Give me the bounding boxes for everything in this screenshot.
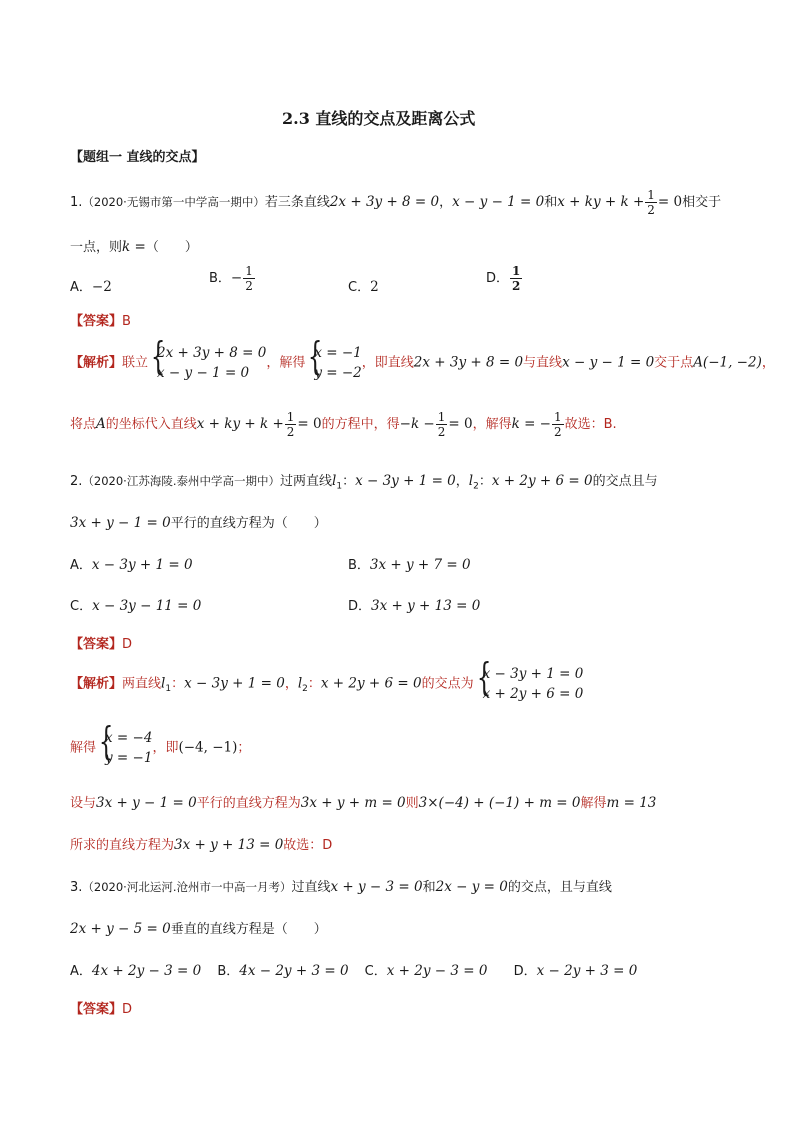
q3-option-c[interactable] <box>365 964 488 979</box>
q2-system-2: { x = −4 y = −1 <box>98 719 153 766</box>
sol-text: 交于点 <box>654 355 694 371</box>
q2-option-b[interactable] <box>348 554 471 573</box>
option-label: D． <box>486 271 510 286</box>
q3-source: （2020·河北运河.沧州市一中高一月考） <box>82 880 292 894</box>
q1-comma: ， <box>439 195 453 210</box>
option-value: x + 2y − 3 = 0 <box>386 963 488 979</box>
sol-frac <box>285 410 297 439</box>
q1-system-1: { 2x + 3y + 8 = 0 x − y − 1 = 0 <box>150 334 267 381</box>
q2-number: 2. <box>70 474 83 489</box>
line-sub: 2 <box>473 481 479 492</box>
frac-den: 2 <box>554 425 562 439</box>
sol-text: ， <box>761 355 775 371</box>
q1-and: 和 <box>544 195 558 210</box>
answer-tag: 【答案】 <box>70 1002 123 1017</box>
comma: ， <box>284 676 298 692</box>
sol-var: A <box>96 416 106 432</box>
q3-stem <box>70 876 612 895</box>
option-num: 1 <box>512 264 521 278</box>
option-value: −2 <box>91 279 112 295</box>
option-frac <box>510 264 522 293</box>
option-label: A． <box>70 964 92 979</box>
page-title: 2.3 直线的交点及距离公式 <box>282 109 476 128</box>
system-row: x = −1 <box>314 345 362 361</box>
option-num: 1 <box>245 264 253 278</box>
q2-answer <box>70 633 132 652</box>
frac-num: 1 <box>554 410 562 424</box>
analysis-tag: 【解析】 <box>70 676 123 692</box>
option-value: 3x + y + 13 = 0 <box>371 598 481 614</box>
q1-source: （2020·无锡市第一中学高一期中） <box>82 195 265 209</box>
q3-stem-line2 <box>70 918 327 937</box>
line-l2: l <box>297 675 303 692</box>
q1-k-eq: k = <box>122 239 146 255</box>
q1-line2-text: 一点，则 <box>70 240 123 255</box>
answer-tag: 【答案】 <box>70 314 123 329</box>
sol-text: 两直线 <box>122 676 162 692</box>
sol-eq: k = − <box>511 416 551 432</box>
q3-eq2: 2x − y = 0 <box>435 879 508 895</box>
q2-analysis-line4 <box>70 834 332 853</box>
sol-text: 的坐标代入直线 <box>105 417 197 432</box>
option-label: B． <box>348 558 370 573</box>
option-label: A． <box>70 280 92 295</box>
q1-option-b[interactable] <box>209 264 256 293</box>
q1-stem-line2 <box>70 236 198 255</box>
sol-text: ，即直线 <box>361 355 414 371</box>
frac-num: 1 <box>437 410 446 424</box>
q1-stem <box>70 188 721 217</box>
q3-and: 和 <box>422 880 436 895</box>
line-sub: 1 <box>336 481 343 492</box>
q1-analysis-line1 <box>70 334 775 383</box>
sol-eq: x + ky + k + <box>196 416 284 432</box>
option-value: 3x + y + 7 = 0 <box>369 557 471 573</box>
sol-text: 联立 <box>122 355 149 371</box>
q2-stem-line2 <box>70 512 327 531</box>
colon: ： <box>171 676 185 692</box>
option-value: x − 2y + 3 = 0 <box>536 963 638 979</box>
system-row: x − 3y + 1 = 0 <box>482 666 584 682</box>
q1-option-c[interactable] <box>348 276 379 295</box>
q2-system-1: { x − 3y + 1 = 0 x + 2y + 6 = 0 <box>476 655 584 702</box>
option-value: x − 3y + 1 = 0 <box>91 557 193 573</box>
sol-frac <box>552 410 564 439</box>
option-label: C． <box>70 599 93 614</box>
sol-eq: x + 2y + 6 = 0 <box>320 675 422 692</box>
sol-text: 故选：D <box>283 838 333 853</box>
q1-stem-text: 若三条直线 <box>264 195 330 210</box>
sol-text: 的方程中，得 <box>321 417 400 432</box>
colon: ： <box>478 474 492 489</box>
q1-eq3-suffix: = 0 <box>657 194 683 210</box>
sol-text: 解得 <box>580 796 607 811</box>
q2-eq3: 3x + y − 1 = 0 <box>70 515 171 531</box>
system-row: y = −1 <box>105 750 153 766</box>
option-label: B． <box>217 964 240 979</box>
sol-eq: 3x + y + m = 0 <box>300 795 406 811</box>
sol-text: 设与 <box>70 796 97 811</box>
sol-eq: m = 13 <box>606 795 657 811</box>
q1-analysis-line2 <box>70 410 617 439</box>
option-label: A． <box>70 558 92 573</box>
system-row: x = −4 <box>105 730 153 746</box>
q2-analysis-line1 <box>70 655 584 704</box>
sol-text: 的交点为 <box>421 676 474 692</box>
option-label: D． <box>513 964 537 979</box>
line-l1: l <box>161 675 166 692</box>
system-row: x − y − 1 = 0 <box>157 365 250 381</box>
q3-option-a[interactable] <box>70 964 201 979</box>
option-value: 4x + 2y − 3 = 0 <box>91 963 202 979</box>
q1-eq3-den: 2 <box>647 203 655 217</box>
sol-eq: 3x + y − 1 = 0 <box>96 795 197 811</box>
frac-den: 2 <box>437 425 446 439</box>
q2-stem <box>70 470 658 492</box>
q2-stem-text-c: 平行的直线方程为（ ） <box>170 516 327 531</box>
system-row: 2x + 3y + 8 = 0 <box>157 345 267 361</box>
q2-source: （2020·江苏海陵.泰州中学高一期中） <box>82 474 280 488</box>
q3-option-b[interactable] <box>217 964 348 979</box>
sol-point: (−4, −1) <box>178 739 238 756</box>
sol-eq: 2x + 3y + 8 = 0 <box>413 354 524 371</box>
q2-stem-text: 过两直线 <box>279 474 332 489</box>
q1-option-d[interactable] <box>486 264 523 293</box>
option-label: C． <box>364 964 387 979</box>
q2-analysis-line3 <box>70 792 656 811</box>
q2-option-d[interactable] <box>348 595 480 614</box>
sol-frac <box>436 410 448 439</box>
sol-eq: x − 3y + 1 = 0 <box>184 675 285 692</box>
sol-eq: −k − <box>399 416 435 432</box>
option-value: 4x − 2y + 3 = 0 <box>239 963 349 979</box>
sol-eq: 3×(−4) + (−1) + m = 0 <box>418 795 581 811</box>
q1-stem-text-b: 相交于 <box>682 195 722 210</box>
option-den: 2 <box>512 279 521 293</box>
q1-system-2: { x = −1 y = −2 <box>308 334 362 381</box>
sol-eq: = 0 <box>297 416 322 432</box>
q3-number: 3. <box>70 880 83 895</box>
q1-eq3-prefix: x + ky + k + <box>557 194 645 210</box>
q3-stem-text-c: 垂直的直线方程是（ ） <box>170 922 327 937</box>
sol-text: 所求的直线方程为 <box>70 838 175 853</box>
option-value: x − 3y − 11 = 0 <box>92 598 202 614</box>
option-sign: − <box>230 270 243 286</box>
sol-text: ； <box>237 740 251 756</box>
option-den: 2 <box>245 279 253 293</box>
line-sub: 2 <box>302 684 308 695</box>
q2-option-c[interactable] <box>70 595 201 614</box>
answer-value: B <box>122 314 131 329</box>
q1-blank: （ ） <box>145 240 198 255</box>
frac-den: 2 <box>286 425 295 439</box>
frac-num: 1 <box>286 410 295 424</box>
sol-eq: x − y − 1 = 0 <box>562 354 655 371</box>
group-heading: 【题组一 直线的交点】 <box>70 150 205 165</box>
answer-value: D <box>122 637 133 652</box>
colon: ： <box>342 474 356 489</box>
q2-analysis-line2 <box>70 719 251 768</box>
answer-tag: 【答案】 <box>70 637 123 652</box>
sol-text: ，即 <box>152 740 179 756</box>
sol-text: 平行的直线方程为 <box>196 796 301 811</box>
line-l2: l <box>468 473 474 489</box>
sol-text: 则 <box>405 796 419 811</box>
q3-stem-text-b: 的交点，且与直线 <box>507 880 612 895</box>
q3-stem-text: 过直线 <box>291 880 331 895</box>
q1-answer <box>70 310 131 329</box>
option-label: D． <box>348 599 372 614</box>
analysis-tag: 【解析】 <box>70 355 123 371</box>
sol-text: ，解得 <box>266 355 306 371</box>
sol-text: 故选：B. <box>564 417 617 432</box>
sol-eq: 3x + y + 13 = 0 <box>174 837 284 853</box>
system-row: x + 2y + 6 = 0 <box>482 686 584 702</box>
q3-options <box>70 960 637 979</box>
sol-text: 将点 <box>70 417 97 432</box>
q1-eq2: x − y − 1 = 0 <box>452 194 545 210</box>
q3-eq3: 2x + y − 5 = 0 <box>70 921 171 937</box>
system-row: y = −2 <box>314 365 362 381</box>
answer-value: D <box>122 1002 133 1017</box>
option-frac <box>243 264 255 293</box>
q1-eq3-frac <box>645 188 657 217</box>
comma: ， <box>455 474 469 489</box>
sol-text: 与直线 <box>523 355 563 371</box>
q1-eq3-num: 1 <box>647 188 655 202</box>
q2-stem-text-b: 的交点且与 <box>592 474 658 489</box>
option-label: C． <box>348 280 371 295</box>
sol-eq: = 0 <box>448 416 473 432</box>
colon: ： <box>307 676 321 692</box>
sol-text: 解得 <box>70 740 97 756</box>
q2-eq1: x − 3y + 1 = 0 <box>355 473 456 489</box>
line-sub: 1 <box>165 684 172 695</box>
q1-number: 1. <box>70 195 83 210</box>
q3-eq1: x + y − 3 = 0 <box>330 879 423 895</box>
q1-eq1: 2x + 3y + 8 = 0 <box>329 194 440 210</box>
line-l1: l <box>332 473 337 489</box>
q3-option-d[interactable] <box>514 964 638 979</box>
q2-eq2: x + 2y + 6 = 0 <box>491 473 593 489</box>
q2-option-a[interactable] <box>70 554 193 573</box>
q1-option-a[interactable] <box>70 276 112 295</box>
point-a: A(−1, −2) <box>693 354 762 371</box>
sol-text: ，解得 <box>472 417 512 432</box>
q3-answer <box>70 998 132 1017</box>
option-value: 2 <box>370 279 379 295</box>
option-label: B． <box>209 271 231 286</box>
